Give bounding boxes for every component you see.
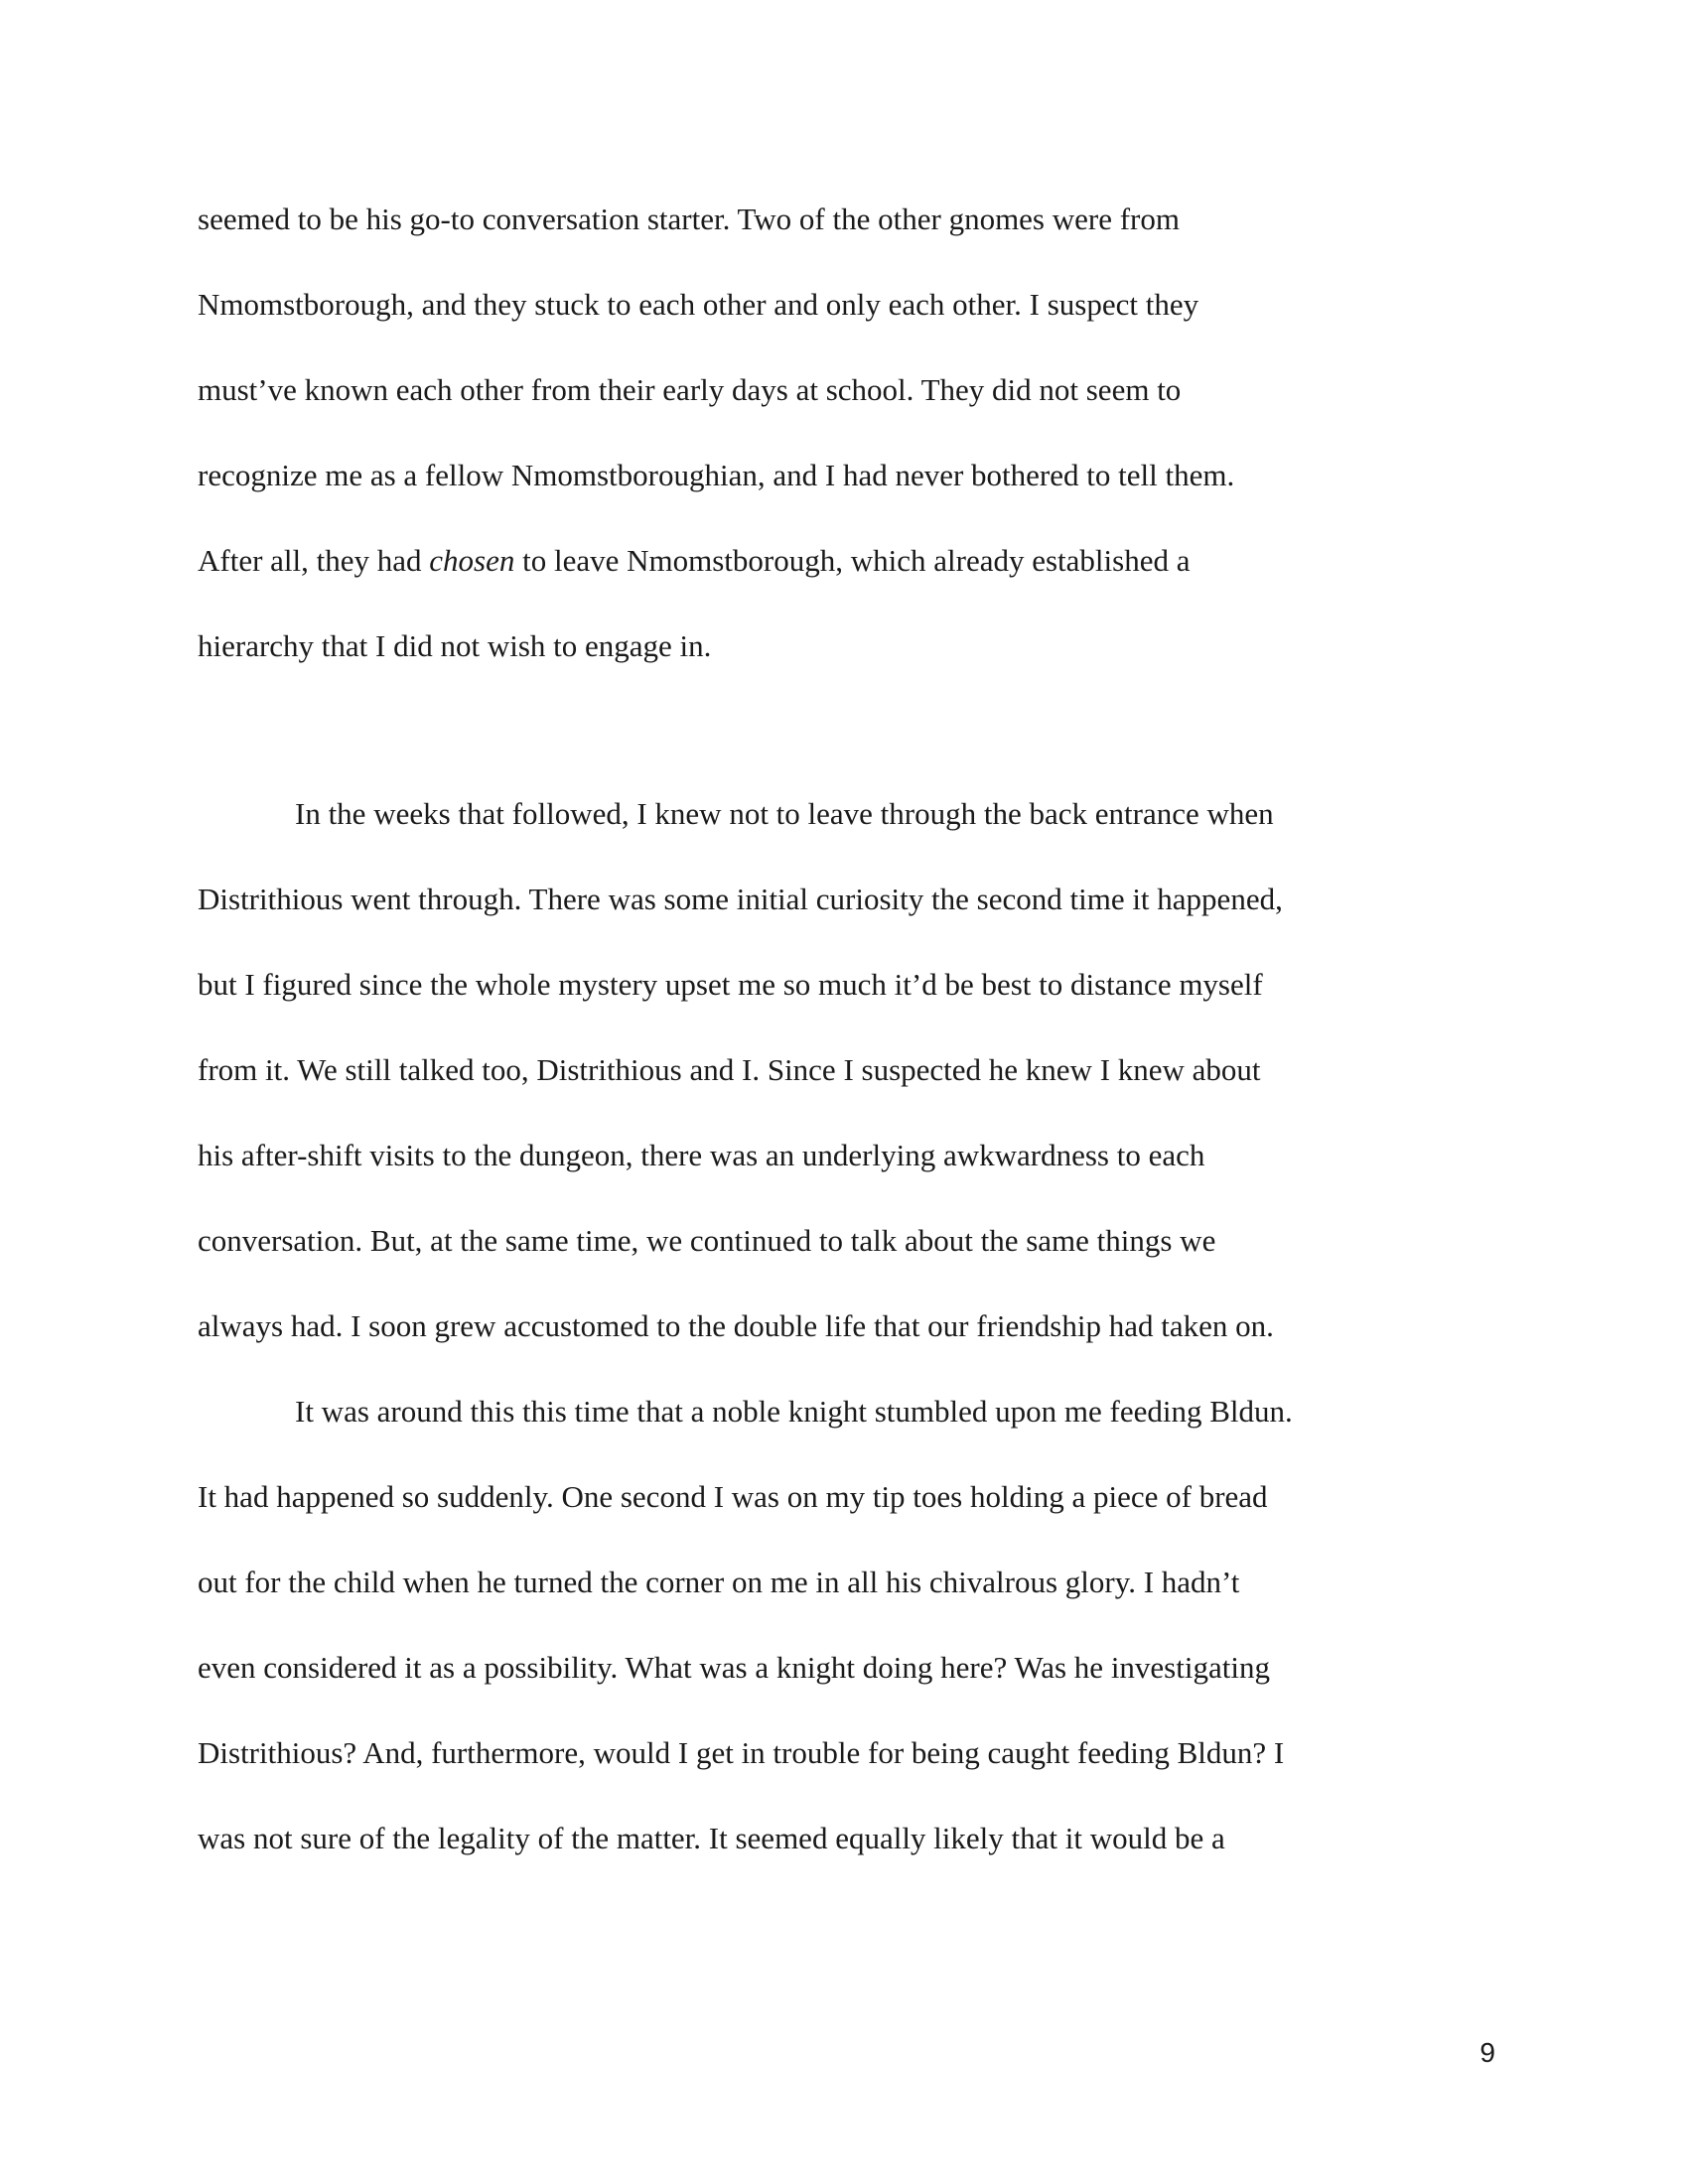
text-line: out for the child when he turned the corner on me in all his chivalrous glory. I hadn’t (198, 1565, 1240, 1599)
text-line: recognize me as a fellow Nmomstboroughian, and I had never bothered to tell them. (198, 458, 1235, 492)
text-line: Distrithious? And, furthermore, would I get in trouble for being caught feeding Bldun? I (198, 1735, 1285, 1770)
text-segment: After all, they had (198, 543, 430, 578)
emphasis-word: chosen (429, 543, 515, 578)
section-body (198, 790, 1488, 1900)
text-line: seemed to be his go-to conversation starter. Two of the other gnomes were from (198, 202, 1180, 236)
text-line: It was around this this time that a noble knight stumbled upon me feeding Bldun. (295, 1394, 1293, 1429)
text-line: was not sure of the legality of the matter. It seemed equally likely that it would be a (198, 1821, 1225, 1855)
text-line: Distrithious went through. There was some initial curiosity the second time it happened, (198, 882, 1283, 916)
text-line (198, 537, 1488, 622)
paragraph-continued (198, 196, 1488, 708)
page-number: 9 (1479, 2037, 1495, 2068)
text-line: but I figured since the whole mystery upset me so much it’d be best to distance myself (198, 967, 1263, 1002)
text-line: Nmomstborough, and they stuck to each other and only each other. I suspect they (198, 287, 1199, 322)
text-line: from it. We still talked too, Distrithious and I. Since I suspected he knew I knew about (198, 1052, 1261, 1087)
text-line: his after-shift visits to the dungeon, there was an underlying awkwardness to each (198, 1138, 1205, 1172)
text-line: It had happened so suddenly. One second I was on my tip toes holding a piece of bread (198, 1479, 1268, 1514)
text-line: In the weeks that followed, I knew not to leave through the back entrance when (295, 796, 1274, 831)
text-line: always had. I soon grew accustomed to the double life that our friendship had taken on. (198, 1308, 1274, 1343)
text-line: conversation. But, at the same time, we continued to talk about the same things we (198, 1223, 1216, 1258)
text-line: hierarchy that I did not wish to engage in. (198, 628, 712, 663)
text-line: must’ve known each other from their early days at school. They did not seem to (198, 372, 1182, 407)
text-segment: to leave Nmomstborough, which already established a (514, 543, 1191, 578)
text-line: even considered it as a possibility. What was a knight doing here? Was he investigating (198, 1650, 1270, 1685)
